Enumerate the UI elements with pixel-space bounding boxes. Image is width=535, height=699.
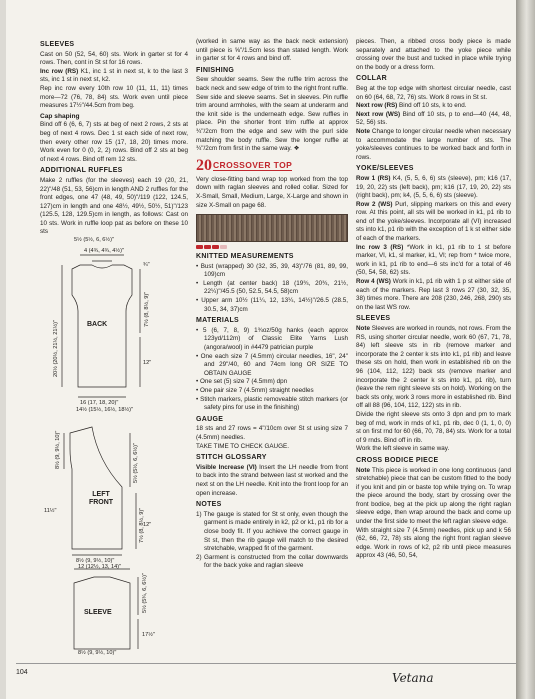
scanner-signature: Vetana: [392, 671, 434, 685]
measure-sleeve-top: 12 (12½, 13, 14)": [78, 564, 122, 571]
row-label: Next row (WS): [356, 110, 401, 118]
subheading-cap-shaping: Cap shaping: [40, 112, 80, 120]
paragraph: Cast on 50 (52, 54, 60) sts. Work in garter st for 4 rows. Then, cont in St st for 16 rows.: [40, 50, 188, 67]
list-item: • One set (5) size 7 (4.5mm) dpn: [196, 378, 288, 386]
section-heading-notes: NOTES: [196, 501, 222, 509]
section-heading-glossary: STITCH GLOSSARY: [196, 454, 267, 462]
column-2: [196, 38, 348, 571]
measure-front-armhole: 7½ (8, 8½, 9)": [139, 507, 145, 544]
measure-front-lower: 11½": [44, 508, 57, 515]
section-heading-materials: MATERIALS: [196, 317, 240, 325]
paragraph: [356, 102, 511, 111]
column-3: [356, 38, 511, 561]
list-item: • Length (at center back) 18 (19¾, 20¾, 21½, 22¼)"/45.5 (50, 52.5, 54.5, 58)cm: [196, 279, 348, 296]
paragraph: [356, 128, 511, 162]
note-label: Note: [356, 466, 370, 474]
note-label: Note: [356, 127, 370, 135]
section-heading-bodice: CROSS BODICE PIECE: [356, 456, 439, 464]
paragraph: [356, 467, 511, 527]
list-item: 2) Garment is constructed from the collar downwards for the back yoke and raglan sleeve: [196, 553, 348, 570]
list-item: • Upper arm 10½ (11¼, 12, 13¼, 14½)"/26.5 (28.5, 30.5, 34, 37)cm: [196, 297, 348, 313]
row-text: Bind off 10 sts, p to end—40 (44, 48, 52, 56) sts.: [356, 110, 511, 127]
left-front-outline: [70, 427, 122, 549]
paragraph: [356, 201, 511, 244]
paragraph: [40, 68, 188, 85]
paragraph: With straight size 7 (4.5mm) needles, pick up and k 56 (62, 66, 72, 78) sts along the right front raglan sleeve edge. Work in rows of k2, p2 rib until piece measures approx 43 (46, 50, 54,: [356, 526, 511, 560]
row-text: Work in k1, p1 rib with 1 p st either side of each of the markers. Rep last 3 rows 27 (30, 32, 35, 38) times more. There are 208 (230, 246, 268, 290) sts on the last WS row.: [356, 278, 512, 311]
paragraph: (worked in same way as the back neck extension) until piece is ⅝"/1.5cm less than stated length. Work in garter st for 4 rows and bind off.: [196, 38, 348, 63]
row-label: Inc row 3 (RS): [356, 243, 404, 251]
section-heading-sleeves: SLEEVES: [40, 41, 75, 48]
yarn-swatch-image: [196, 214, 348, 242]
pattern-title: CROSSOVER TOP: [213, 159, 293, 170]
skill-bar-filled: [204, 245, 211, 249]
back-label: BACK: [87, 321, 108, 329]
section-heading-finishing: FINISHING: [196, 66, 235, 74]
list-item: • One pair size 7 (4.5mm) straight needles: [196, 387, 314, 394]
measure-back-width: 16 (17, 18, 20)": [80, 400, 119, 407]
book-binding-edge: [516, 0, 535, 699]
note-label: Note: [356, 325, 370, 332]
measure-back-lower: 12": [143, 360, 152, 367]
paragraph: [356, 175, 511, 201]
skill-bar-empty: [220, 245, 227, 249]
paragraph: Bind off 6 (6, 6, 7) sts at beg of next 2 rows, 2 sts at beg of next 4 rows. Dec 1 st each side of next row, then every other row 15 (17, 18, 20) times more. Work even for 0 (0, 2, 2) rows. Bind off 2 sts at beg of next 4 rows. Bind off rem 12 sts.: [40, 121, 188, 163]
section-heading-collar: COLLAR: [356, 75, 387, 83]
section-heading-sleeves-2: SLEEVES: [356, 315, 391, 323]
paragraph: Beg at the top edge with shortest circular needle, cast on 60 (64, 68, 72, 76) sts. Work 8 rows in St st.: [356, 84, 511, 101]
footer-rule: [16, 663, 516, 664]
measure-back-neck: 5½ (5½, 6, 6½)": [74, 237, 114, 244]
pattern-title-block: [196, 158, 348, 174]
measure-back-width-2: 14½ (15½, 16½, 18½)": [76, 407, 134, 414]
list-item: • Bust (wrapped) 30 (32, 35, 39, 43)"/76 (81, 89, 99, 109)cm: [196, 262, 348, 279]
note-text: This piece is worked in one long continuous (and stretchable) piece that can be custom fitted to the body if you knit and pin or baste top while trying on. To wrap the piece around the body, start by crossing over the front bodice, beg at the pick up along the right raglan sleeve edge, then wrap around the back and come up under the first side to meet the left raglan sleeve edge.: [356, 466, 511, 526]
paragraph: Divide the right sleeve sts onto 3 dpn and pm to mark beg of rnd, work in rnds of k1, p1 rib, dec 0 (1, 1, 0, 0) st on first rnd for 60 (66, 70, 78, 84) sts. Work for a total of 9 rnds. Bind off in rib.: [356, 410, 511, 444]
row-label: Inc row (RS): [40, 67, 79, 75]
paragraph: [356, 325, 511, 411]
note-text: Sleeves are worked in rounds, not rows. From the RS, using shorter circular needle, work 60 (67, 71, 78, 84) left sleeve sts in rib (remove marker and incorporate the 2 center k sts into k1, p1 rib) and leave these sts on hold, then work in established rib on the 96 (104, 112, 122) back sts (remove marker and incorporate the 2 center k sts into k1, p1 rib), turn (leave the rem right sleeve sts on hold). Working on the back sts only, work 3 rows more in established rib. Bind off all 88 (96, 104, 112, 122) sts in rib.: [356, 325, 511, 410]
list-item: • One each size 7 (4.5mm) circular needles, 16", 24" and 29"/40, 60 and 74cm long OR SIZE TO OBTAIN GAUGE: [196, 352, 348, 377]
paragraph: 18 sts and 27 rows = 4"/10cm over St st using size 7 (4.5mm) needles.: [196, 425, 348, 441]
row-label: Row 2 (WS): [356, 200, 393, 208]
measure-sleeve-cap: 5½ (5¾, 6, 6½)": [142, 573, 148, 614]
measure-back-shoulder: ¾": [143, 262, 150, 269]
schematic-diagrams: [40, 237, 188, 657]
term-text: Insert the LH needle from front to back into the strand between last st worked and the next st on the LH needle. Knit into the front loop for an open increase.: [196, 463, 348, 497]
measure-front-shoulder: 5½ (5½, 6, 6½)": [133, 443, 139, 484]
paragraph: [196, 464, 348, 498]
paragraph: [356, 244, 511, 278]
row-text: K4, (5, 5, 6, 6) sts (sleeve), pm; k16 (17, 19, 20, 22) sts (left back), pm; k16 (17, 19, 20, 22) sts (right back), pm; k4, (5, 5, 6, 6) sts (sleeve).: [356, 174, 511, 200]
section-heading-measurements: KNITTED MEASUREMENTS: [196, 253, 294, 261]
skill-bar-filled: [196, 245, 203, 249]
section-heading-gauge: GAUGE: [196, 415, 224, 423]
skill-bar-filled: [212, 245, 219, 249]
sleeve-label: SLEEVE: [84, 609, 112, 617]
measure-sleeve-width: 8½ (9, 9½, 10)": [78, 650, 117, 657]
paragraph: [356, 278, 511, 312]
row-text: Purl, slipping markers on this and every row. At this point, all sts will be worked in k1, p1 rib to end of the yoke/sleeves. Incorporate all (VI) increased sts into k1, p1 rib with the exception of 1 k st either side of each of the markers.: [356, 200, 511, 243]
paragraph: pieces. Then, a ribbed cross body piece is made separately and attached to the yoke piece while crossing over the bust and tucked in place while trying on the body or a dress form.: [356, 38, 511, 71]
paragraph: Make 2 ruffles (for the sleeves) each 19 (20, 21, 22)"/48 (51, 53, 56)cm in length AND 2 ruffles for the front edges, one 47 (48, 49, 50)"/119 (122, 124.5, 127)cm in length and one 48½, 49½, 50½, 51)"/123 (125.5, 128, 129.5)cm in length, as follows: Cast on 10 sts. Work in ruffle loop pat as before on these 10 sts: [40, 176, 188, 236]
skill-level-indicator: [196, 245, 348, 249]
pattern-intro: Very close-fitting band wrap top worked from the top down with raglan sleeves and rolled collar. Sized for X-Small, Small, Medium, Large, X-Large and shown in size X-Small on page 68.: [196, 175, 348, 209]
pattern-number: 20: [196, 156, 212, 174]
section-heading-ruffles: ADDITIONAL RUFFLES: [40, 167, 123, 175]
row-label: Row 4 (WS): [356, 278, 391, 286]
row-text: Bind off 10 sts, k to end.: [397, 102, 467, 110]
magazine-page: [6, 0, 516, 699]
section-heading-yoke: YOKE/SLEEVES: [356, 165, 414, 173]
row-text: *Work in k1, p1 rib to 1 st before marker, VI, k1, sl marker, k1, VI; rep from * twice more, work in k1, p1 rib to end—6 sts inc'd for a total of 46 (50, 54, 58, 62) sts.: [356, 243, 511, 277]
paragraph: Rep inc row every 10th row 10 (11, 11, 11) times more—72 (76, 78, 84) sts. Work even until piece measures 17½"/44.5cm from beg.: [40, 84, 188, 110]
measure-front-neck: 8½ (9, 9½, 10)": [55, 430, 61, 470]
measure-back-length: 20½ (20½, 21½, 21½)": [53, 320, 59, 378]
measure-back-armhole: 7½ (8, 8½, 9)": [144, 291, 150, 328]
list-item: • Stitch markers, plastic removeable stitch markers (or safety pins for use in the finishing): [196, 395, 348, 412]
measure-front-lower-2: 12": [143, 522, 152, 529]
measure-back-top: 4 (4¾, 4¾, 4½)": [84, 248, 124, 255]
note-text: Change to longer circular needle when necessary to accommodate the large number of sts. The yoke/sleeves continues to be worked back and forth in rows.: [356, 127, 511, 161]
row-label: Row 1 (RS): [356, 174, 391, 182]
page-number: 104: [16, 669, 28, 676]
column-1: [40, 38, 188, 657]
paragraph: [356, 111, 511, 128]
paragraph: Sew shoulder seams. Sew the ruffle trim across the back neck and sew edge of trim to the right front ruffle. Sew side and sleeve seams. Set in sleeves. Pin ruffle trim around armholes, with the seam at underarm and the knit side is the underneath edge. Sew ruffles in place. Pin the shorter front trim ruffle at approx ¾"/2cm from the edge and sew with the purl side matching the body ruffle. Sew the longer ruffle at ¾"/2cm from first in the same way. ❖: [196, 76, 348, 153]
measure-front-width: 8½ (9, 9½, 10)": [76, 558, 115, 565]
row-text: K1, inc 1 st in next st, k to the last 3 sts, inc 1 st in next st, k2.: [40, 67, 188, 84]
list-item: • 5 (6, 7, 8, 9) 1¾oz/50g hanks (each approx 123yd/112m) of Classic Elite Yarns Lush (angora/wool) in #4479 patrician purple: [196, 326, 348, 352]
list-item: 1) The gauge is stated for St st only, even though the garment is made entirely in k2, p2 or k1, p1 rib for a close body fit. If you achieve the correct gauge in St st, then the rib gauge will match to the desired stretchable, wrapped fit of the garment.: [196, 510, 348, 553]
row-label: Next row (RS): [356, 102, 398, 110]
paragraph: Work the left sleeve in same way.: [356, 445, 450, 453]
paragraph: TAKE TIME TO CHECK GAUGE.: [196, 442, 289, 450]
left-front-label: LEFT FRONT: [88, 491, 114, 507]
measure-sleeve-length: 17½": [142, 632, 155, 639]
term-label: Visible Increase (VI): [196, 463, 257, 471]
